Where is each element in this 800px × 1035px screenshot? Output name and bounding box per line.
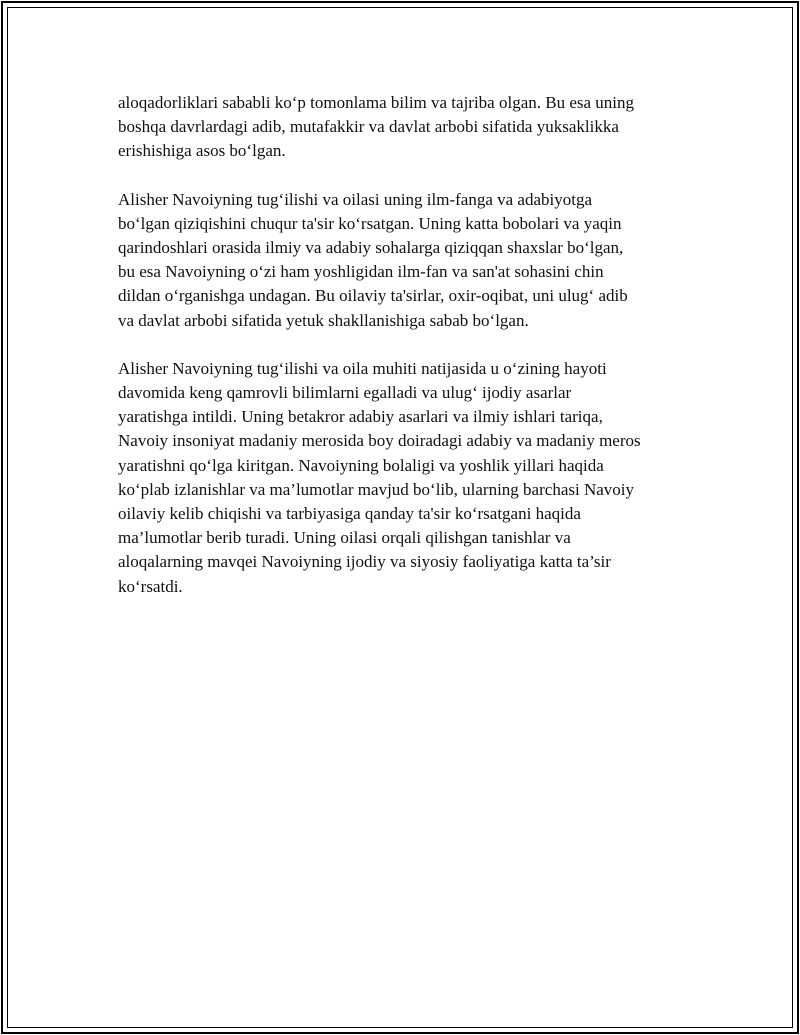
paragraph-2: Alisher Navoiyning tug‘ilishi va oilasi uning ilm-fanga va adabiyotga bo‘lgan qiziqishini chuqur ta'sir ko‘rsatgan. Uning katta bobolari va yaqin qarindoshlari orasida ilmiy va adabiy sohalarga qiziqqan shaxslar bo‘lgan, bu esa Navoiyning o‘zi ham yoshligidan ilm-fan va san'at sohasini chin dildan o‘rganishga undagan. Bu oilaviy ta'sirlar, oxir-oqibat, uni ulug‘ adib va davlat arbobi sifatida yetuk shakllanishiga sabab bo‘lgan.	[118, 189, 628, 330]
document-body	[118, 91, 708, 623]
paragraph-3: Alisher Navoiyning tug‘ilishi va oila muhiti natijasida u o‘zining hayoti davomida keng qamrovli bilimlarni egalladi va ulug‘ ijodiy asarlar yaratishga intildi. Uning betakror adabiy asarlari va ilmiy ishlari tariqa, Navoiy insoniyat madaniy merosida boy doiradagi adabiy va madaniy meros yaratishni qo‘lga kiritgan. Navoiyning bolaligi va yoshlik yillari haqida ko‘plab izlanishlar va ma’lumotlar mavjud bo‘lib, ularning barchasi Navoiy oilaviy kelib chiqishi va tarbiyasiga qanday ta'sir ko‘rsatgani haqida ma’lumotlar berib turadi. Uning oilasi orqali qilishgan tanishlar va aloqalarning mavqei Navoiyning ijodiy va siyosiy faoliyatiga katta ta’sir ko‘rsatdi.	[118, 358, 641, 596]
paragraph-1: aloqadorliklari sababli ko‘p tomonlama bilim va tajriba olgan. Bu esa uning boshqa davrlardagi adib, mutafakkir va davlat arbobi sifatida yuksaklikka erishishiga asos bo‘lgan.	[118, 93, 635, 161]
